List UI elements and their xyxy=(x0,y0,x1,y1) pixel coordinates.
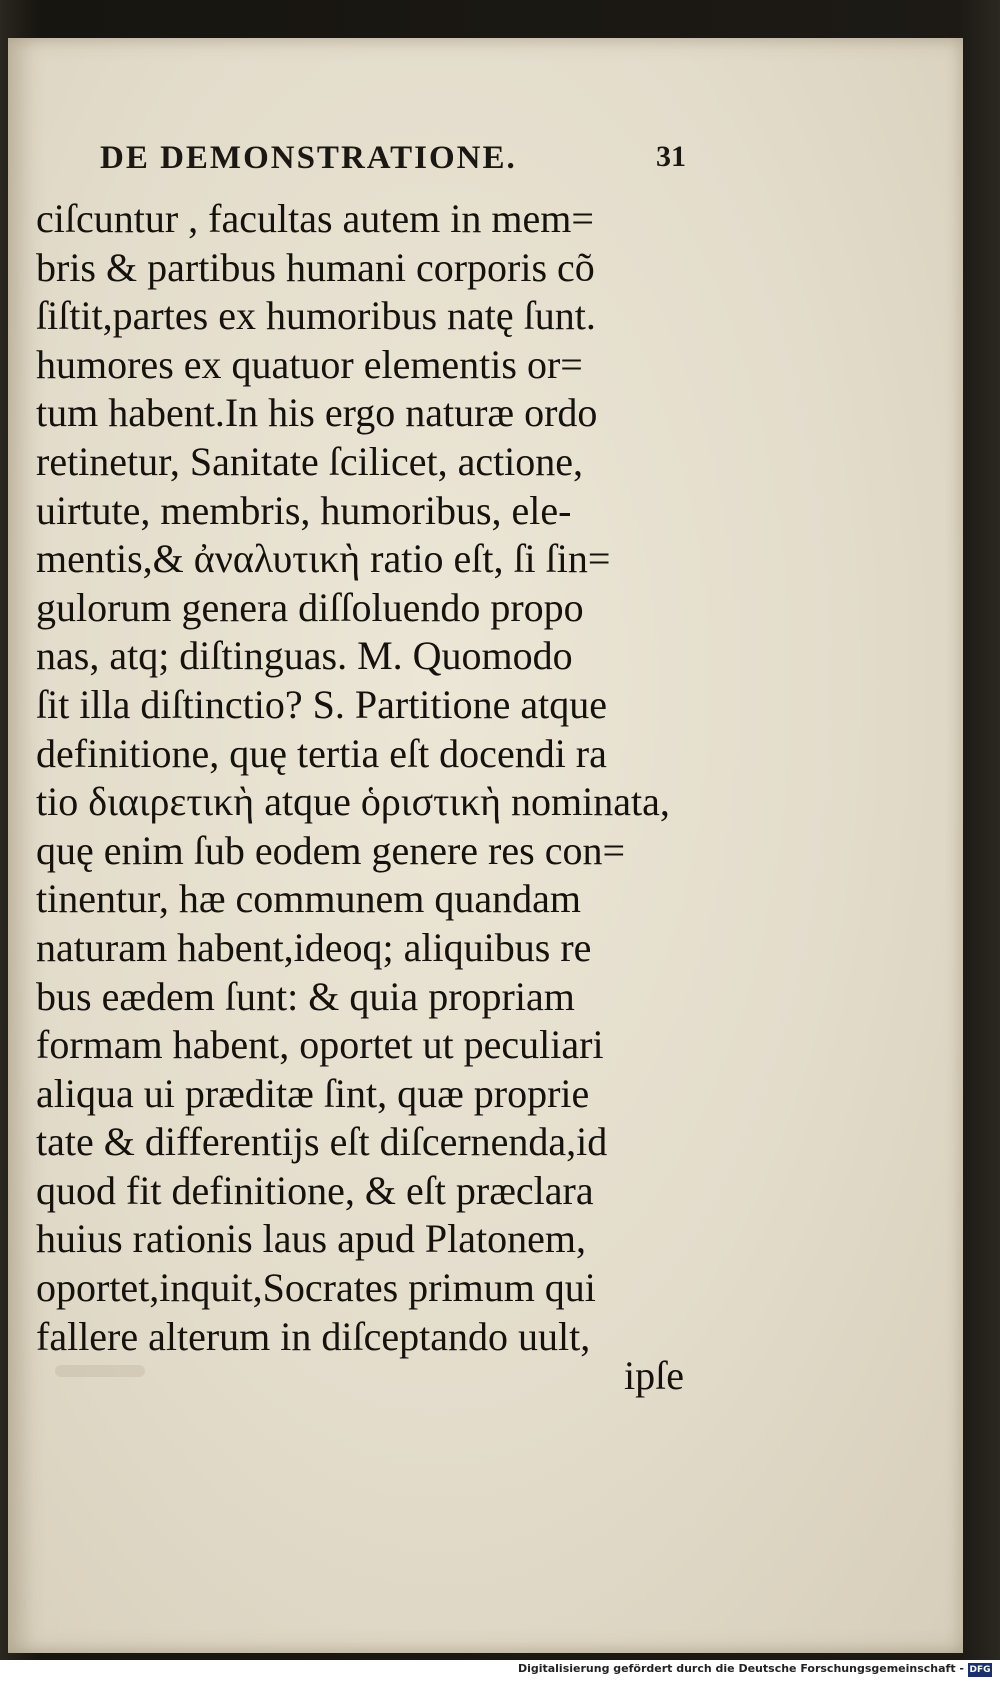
text-line: gulorum genera diſſoluendo propo xyxy=(36,584,584,630)
text-line: humores ex quatuor elementis or= xyxy=(36,341,583,387)
text-line: naturam habent,ideoq; aliquibus re xyxy=(36,924,592,970)
text-line: mentis,& ἀναλυτικὴ ratio eſt, ſi ſin= xyxy=(36,536,611,582)
text-line: tate & differentijs eſt diſcernenda,id xyxy=(36,1119,608,1165)
dfg-logo: DFG xyxy=(969,1665,991,1675)
text-line: quę enim ſub eodem genere res con= xyxy=(36,827,626,873)
text-line: uirtute, membris, humoribus, ele- xyxy=(36,487,572,533)
text-line: formam habent, oportet ut peculiari xyxy=(36,1022,604,1068)
text-line: tinentur, hæ communem quandam xyxy=(36,876,581,922)
text-line: bris & partibus humani corporis cõ xyxy=(36,244,595,290)
text-line: ciſcuntur , facultas autem in mem= xyxy=(36,196,594,241)
text-line: tio διαιρετικὴ atque ὁριστικὴ nominata, xyxy=(36,779,670,825)
text-line: aliqua ui præditæ ſint, quæ proprie xyxy=(36,1070,590,1116)
body-text xyxy=(36,195,716,1361)
text-line: tum habent.In his ergo naturæ ordo xyxy=(36,390,598,436)
text-line: fallere alterum in diſceptando uult, xyxy=(36,1313,591,1359)
text-line: huius rationis laus apud Platonem, xyxy=(36,1216,586,1262)
text-line: nas, atq; diſtinguas. M. Quomodo xyxy=(36,633,573,679)
text-line: quod fit definitione, & eſt præclara xyxy=(36,1167,594,1213)
running-head: DE DEMONSTRATIONE. xyxy=(100,140,517,176)
funding-credit: Digitalisierung gefördert durch die Deutsche Forschungsgemeinschaft - xyxy=(517,1662,964,1675)
page-number: 31 xyxy=(656,140,686,173)
text-line: ſiſtit,partes ex humoribus natę ſunt. xyxy=(36,293,596,339)
text-line: retinetur, Sanitate ſcilicet, actione, xyxy=(36,438,584,484)
text-line: definitione, quę tertia eſt docendi ra xyxy=(36,730,607,776)
text-line: oportet,inquit,Socrates primum qui xyxy=(36,1265,596,1311)
text-line: ſit illa diſtinctio? S. Partitione atque xyxy=(36,681,608,727)
catchword: ipſe xyxy=(624,1353,684,1398)
ink-smudge xyxy=(55,1365,145,1377)
text-line: bus eædem ſunt: & quia propriam xyxy=(36,973,575,1019)
